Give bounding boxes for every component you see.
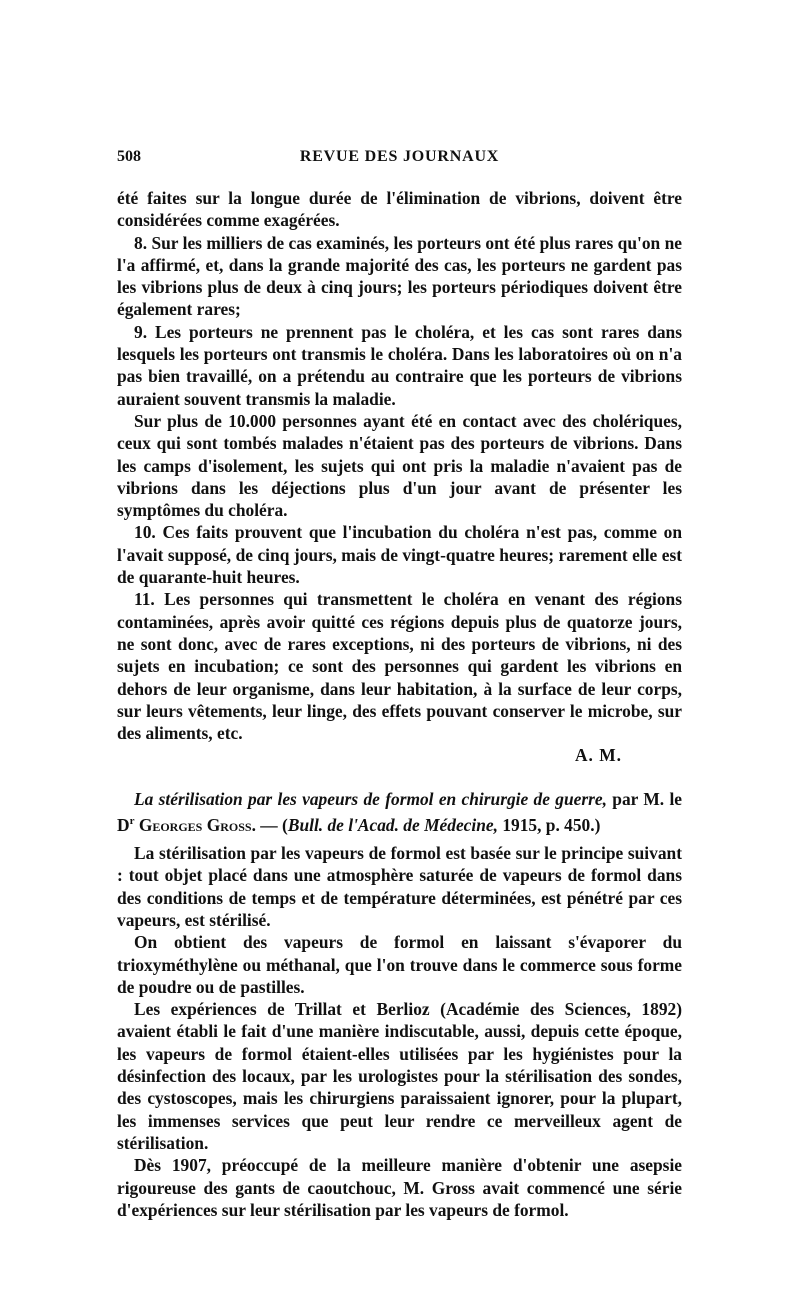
signature-row (117, 744, 682, 766)
paragraph: Les expériences de Trillat et Berlioz (Académie des Sciences, 1892) avaient établi le fait d'une manière indiscutable, aussi, depuis cette époque, les vapeurs de formol étaient-elles utilisées par les hygiénistes pour la désinfection des locaux, par les urologistes pour la stérilisation des sondes, des cystoscopes, mais les chirurgiens paraissaient ignorer, pour la plupart, les immenses services que peut leur rendre ce merveilleux agent de stérilisation. (117, 999, 682, 1153)
running-head (117, 146, 682, 170)
paragraph: On obtient des vapeurs de formol en laissant s'évaporer du trioxyméthylène ou méthanal, que l'on trouve dans le commerce sous forme de poudre ou de pastilles. (117, 932, 682, 997)
paragraph: Sur plus de 10.000 personnes ayant été en contact avec des cholériques, ceux qui sont tombés malades n'étaient pas des porteurs de vibrions. Dans les camps d'isolement, les sujets qui ont pris la maladie n'avaient pas de vibrions dans les déjections plus d'un jour avant de présenter les symptômes du choléra. (117, 410, 682, 521)
paragraph: 9. Les porteurs ne prennent pas le choléra, et les cas sont rares dans lesquels les porteurs ont transmis le choléra. Dans les laboratoires où on n'a pas bien travaillé, on a prétendu au contraire que les porteurs de vibrions auraient souvent transmis la maladie. (117, 321, 682, 409)
journal-title: REVUE DES JOURNAUX (299, 148, 500, 165)
dr-superscript: r (129, 815, 135, 828)
article-heading (117, 788, 682, 836)
article-byline: par M. le D (117, 788, 682, 835)
article-author: Georges Gross. (138, 814, 256, 835)
article-title: La stérilisation par les vapeurs de formol en chirurgie de guerre, (134, 788, 607, 809)
signature: A. M. (574, 745, 622, 766)
paragraph: 11. Les personnes qui transmettent le choléra en venant des régions contaminées, après avoir quitté ces régions depuis plus de quatorze jours, ne sont donc, avec de rares exceptions, ni des porteurs de vibrions, ni des sujets en incubation; ce sont des personnes qui gardent les vibrions en dehors de leur organisme, dans leur habitation, à la surface de leur corps, sur leurs vêtements, leur linge, des effets pouvant conserver le microbe, sur des aliments, etc. (117, 589, 682, 744)
paragraph: La stérilisation par les vapeurs de formol est basée sur le principe suivant : tout objet placé dans une atmosphère saturée de vapeurs de formol dans des conditions de temps et de température déterminées, est pénétré par ces vapeurs, est stérilisé. (117, 843, 682, 930)
second-article-body (117, 842, 682, 1221)
source-open: ( (282, 814, 288, 835)
source-details: 1915, p. 450.) (502, 814, 601, 835)
paragraph: Dès 1907, préoccupé de la meilleure manière d'obtenir une asepsie rigoureuse des gants de caoutchouc, M. Gross avait commencé une série d'expériences sur leur stérilisation par les vapeurs de formol. (117, 1155, 682, 1220)
page-number: 508 (117, 148, 141, 165)
paragraph: été faites sur la longue durée de l'élimination de vibrions, doivent être considérées comme exagérées. (117, 188, 682, 231)
paragraph: 8. Sur les milliers de cas examinés, les porteurs ont été plus rares qu'on ne l'a affirmé, et, dans la grande majorité des cas, les porteurs ne gardent pas les vibrions plus de deux à cinq jours; les porteurs périodiques doivent être également rares; (117, 232, 682, 320)
source-journal: Bull. de l'Acad. de Médecine, (287, 814, 498, 835)
first-article-body (117, 187, 682, 767)
dash: — (260, 814, 278, 835)
page-content (117, 146, 682, 1221)
paragraph: 10. Ces faits prouvent que l'incubation du choléra n'est pas, comme on l'avait supposé, de cinq jours, mais de vingt-quatre heures; rarement elle est de quarante-huit heures. (117, 522, 682, 588)
